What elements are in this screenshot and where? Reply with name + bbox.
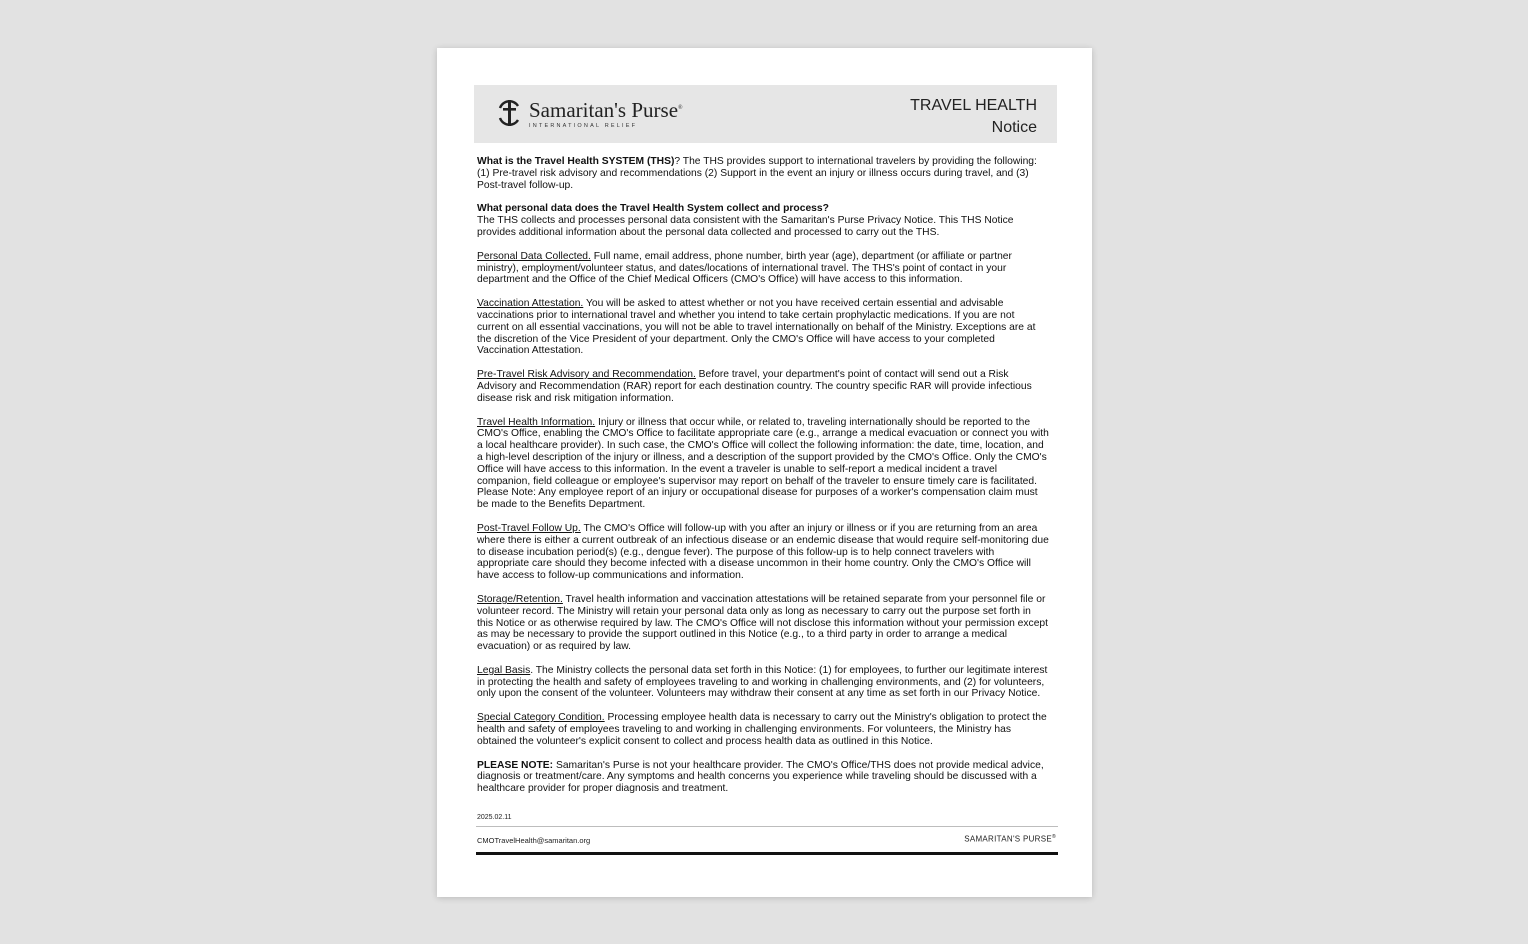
section-health-info: [477, 417, 1049, 511]
footer-brand: SAMARITAN'S PURSE®: [964, 834, 1056, 844]
section-text: ? The THS provides support to international travelers by providing the following: (1) Pre-travel risk advisory and recommendations (2) Support in the event an injury or illness occurs during travel, and (3) Post-travel follow-up.: [477, 156, 1037, 191]
section-label: Personal Data Collected.: [477, 250, 591, 262]
section-text: . The Ministry collects the personal data set forth in this Notice: (1) for employees, to further our legitimate interest in protecting the health and safety of employees traveling to and working in challenging environments, and (2) for volunteers, only upon the consent of the volunteer. Volunteers may withdraw their consent at any time as set forth in our Privacy Notice.: [477, 664, 1048, 700]
section-text: Full name, email address, phone number, birth year (age), department (or affiliate or partner ministry), employment/volunteer status, and dates/locations of international travel. The THS's point of contact in your department and the Office of the Chief Medical Officers (CMO's Office) will have access to this information.: [477, 250, 1012, 286]
section-label: Travel Health Information.: [477, 416, 596, 428]
section-text: The CMO's Office will follow-up with you after an injury or illness or if you are returning from an area where there is either a current outbreak of an infectious disease or an endemic disease that would require self-monitoring due to disease incubation period(s) (e.g., dengue fever). The purpose of this follow-up is to help connect travelers with appropriate care should they become infected with a disease uncommon in their home country. Only the CMO's Office will have access to follow-up communications and information.: [477, 522, 1049, 582]
document-title: [910, 95, 1037, 139]
section-special-category: [477, 712, 1049, 747]
footer-divider: [476, 826, 1058, 827]
section-what-is: [477, 156, 1049, 191]
section-please-note: [477, 760, 1049, 795]
section-pretravel: [477, 369, 1049, 404]
title-line-1: TRAVEL HEALTH: [910, 97, 1037, 114]
section-storage: [477, 594, 1049, 653]
section-text: Samaritan's Purse is not your healthcare provider. The CMO's Office/THS does not provide medical advice, diagnosis or treatment/care. Any symptoms and health concerns you experience while traveling should be discussed with a healthcare provider for proper diagnosis and treatment.: [477, 759, 1044, 795]
logo-wordmark: Samaritan's Purse®: [529, 98, 683, 122]
contact-email: CMOTravelHealth@samaritan.org: [477, 836, 591, 845]
section-text: You will be asked to attest whether or not you have received certain essential and advisable vaccinations prior to international travel and whether you intend to take certain prophylactic medications. If you are not current on all essential vaccinations, you will not be able to travel internationally on behalf of the Ministry. Exceptions are at the discretion of the Vice President of your department. Only the CMO's Office will have access to your completed Vaccination Attestation.: [477, 298, 1036, 357]
revision-date: 2025.02.11: [477, 814, 512, 821]
section-text: The THS collects and processes personal data consistent with the Samaritan's Purse Privacy Notice. This THS Notice provides additional information about the personal data collected and processed to carry out the THS.: [477, 215, 1014, 238]
section-personal-data: [477, 203, 1049, 238]
section-heading: What personal data does the Travel Health System collect and process?: [477, 203, 829, 215]
section-label: Special Category Condition.: [477, 712, 605, 724]
section-label: Legal Basis: [477, 664, 531, 676]
section-text: Travel health information and vaccination attestations will be retained separate from your personnel file or volunteer record. The Ministry will retain your personal data only as long as necessary to carry out the purpose set forth in this Notice or as otherwise required by law. The CMO's Office will not disclose this information without your permission except as may be necessary to provide the support outlined in this Notice (e.g., to a third party in order to arrange a medical evacuation) or as required by law.: [477, 593, 1049, 653]
document-page: [437, 48, 1092, 897]
section-heading: What is the Travel Health SYSTEM (THS): [477, 156, 675, 167]
section-vaccination: [477, 298, 1049, 357]
cross-globe-icon: [494, 97, 524, 129]
title-line-2: Notice: [991, 119, 1037, 136]
section-label: Post-Travel Follow Up.: [477, 522, 581, 534]
section-label: PLEASE NOTE:: [477, 759, 554, 771]
footer-rule: [476, 852, 1058, 855]
document-header: [474, 85, 1057, 143]
section-label: Vaccination Attestation.: [477, 298, 584, 310]
document-body: [477, 156, 1049, 807]
section-text: Before travel, your department's point of contact will send out a Risk Advisory and Recommendation (RAR) report for each destination country. The country specific RAR will provide infectious disease risk and risk mitigation information.: [477, 369, 1032, 404]
logo-tagline: INTERNATIONAL RELIEF: [529, 123, 638, 129]
section-label: Pre-Travel Risk Advisory and Recommendation.: [477, 369, 696, 381]
section-text: Processing employee health data is necessary to carry out the Ministry's obligation to protect the health and safety of employees traveling to and working in challenging environments. For volunteers, the Ministry has obtained the volunteer's explicit consent to collect and process health data as outlined in this Notice.: [477, 712, 1047, 747]
section-legal-basis: [477, 665, 1049, 700]
section-label: Storage/Retention.: [477, 593, 563, 605]
section-text: Injury or illness that occur while, or related to, traveling internationally should be reported to the CMO's Office, enabling the CMO's Office to facilitate appropriate care (e.g., arrange a medical evacuation or connect you with a local healthcare provider). In such case, the CMO's Office will collect the following information: the date, time, location, and a high-level description of the injury or illness, and a description of the support provided by the CMO's Office. Only the CMO's Office will have access to this information. In the event a traveler is unable to self-report a medical incident a travel companion, field colleague or employee's supervisor may report on behalf of the traveler to ensure timely care is facilitated. Please Note: Any employee report of an injury or occupational disease for purposes of a worker's compensation claim must be made to the Benefits Department.: [477, 416, 1049, 511]
section-followup: [477, 523, 1049, 582]
section-data-collected: [477, 251, 1049, 286]
